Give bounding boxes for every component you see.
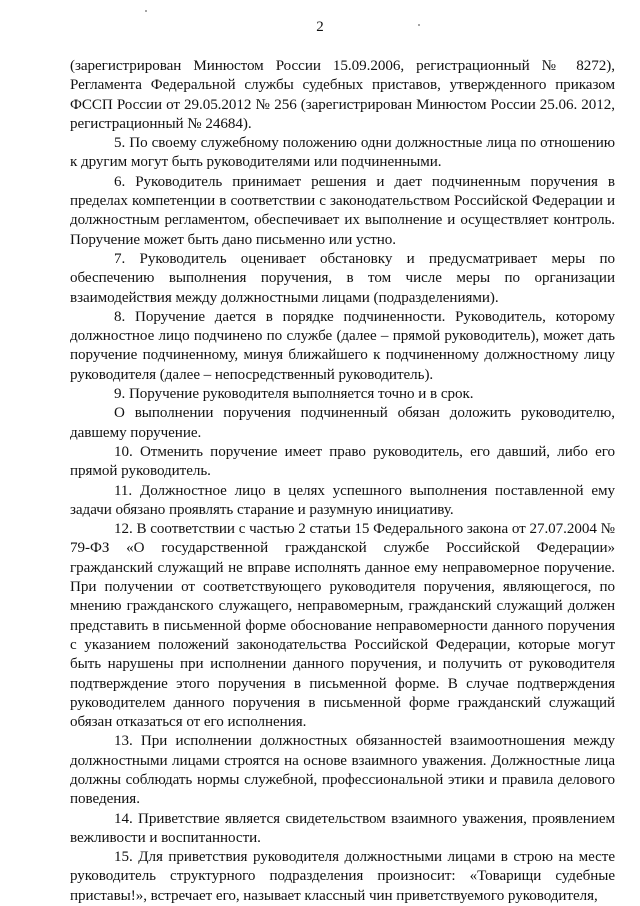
- paragraph-5: 5. По своему служебному положению одни должностные лица по отношению к другим могут быть руководителями или подчиненными.: [70, 135, 615, 171]
- paragraph-14: 14. Приветствие является свидетельством взаимного уважения, проявлением вежливости и воспитанности.: [70, 810, 615, 846]
- paragraph-13: 13. При исполнении должностных обязанностей взаимоотношения между должностными лицами строятся на основе взаимного уважения. Должностные лица должны соблюдать нормы служебной, профессиональной этики и правила делового поведения.: [70, 733, 615, 808]
- scan-speck: [145, 10, 147, 12]
- paragraph-11: 11. Должностное лицо в целях успешного выполнения поставленной ему задачи обязано проявлять старание и разумную инициативу.: [70, 482, 615, 518]
- paragraph-9: 9. Поручение руководителя выполняется точно и в срок.: [114, 386, 474, 403]
- paragraph-9-report: О выполнении поручения подчиненный обязан доложить руководителю, давшему поручение.: [70, 405, 615, 441]
- paragraph-15: 15. Для приветствия руководителя должностными лицами в строю на месте руководитель структурного подразделения произносит: «Товарищи судебные приставы!», встречает его, называет классный чин приветствуемого руководителя,: [70, 849, 615, 904]
- paragraph-8: 8. Поручение дается в порядке подчиненности. Руководитель, которому должностное лицо подчинено по службе (далее – прямой руководитель), может дать поручение подчиненному, минуя ближайшего к подчиненному должностному лицу руководителя (далее – непосредственный руководитель).: [70, 308, 615, 383]
- paragraph-12: 12. В соответствии с частью 2 статьи 15 Федерального закона от 27.07.2004 № 79-ФЗ «О государственной гражданской службе Российской Федерации» гражданский служащий не вправе исполнять данное ему неправомерное поручение. При получении от соответствующего руководителя поручения, являющегося, по мнению гражданского служащего, неправомерным, гражданский служащий должен представить в письменной форме обоснование неправомерности данного поручения с указанием положений законодательства Российской Федерации, которые могут быть нарушены при исполнении данного поручения, и получить от руководителя подтверждение этого поручения в письменной форме. В случае подтверждения руководителем данного поручения в письменной форме гражданский служащий обязан отказаться от его исполнения.: [70, 521, 615, 731]
- paragraph-10: 10. Отменить поручение имеет право руководитель, его давший, либо его прямой руководитель.: [70, 443, 615, 480]
- paragraph-6: 6. Руководитель принимает решения и дает подчиненным поручения в пределах компетенции в соответствии с законодательством Российской Федерации и должностным регламентом, обеспечивает их выполнение и осуществляет контроль. Поручение может быть дано письменно или устно.: [70, 173, 615, 248]
- document-body: [70, 57, 615, 906]
- paragraph-7: 7. Руководитель оценивает обстановку и предусматривает меры по обеспечению выполнения поручения, в том числе меры по организации взаимодействия между должностными лицами (подразделениями).: [70, 250, 615, 306]
- page-number: 2: [316, 19, 324, 35]
- paragraph-continuation: (зарегистрирован Минюстом России 15.09.2006, регистрационный № 8272), Регламента Федеральной службы судебных приставов, утвержденного приказом ФССП России от 29.05.2012 № 256 (зарегистрирован Минюстом России 25.06. 2012, регистрационный № 24684).: [70, 58, 615, 132]
